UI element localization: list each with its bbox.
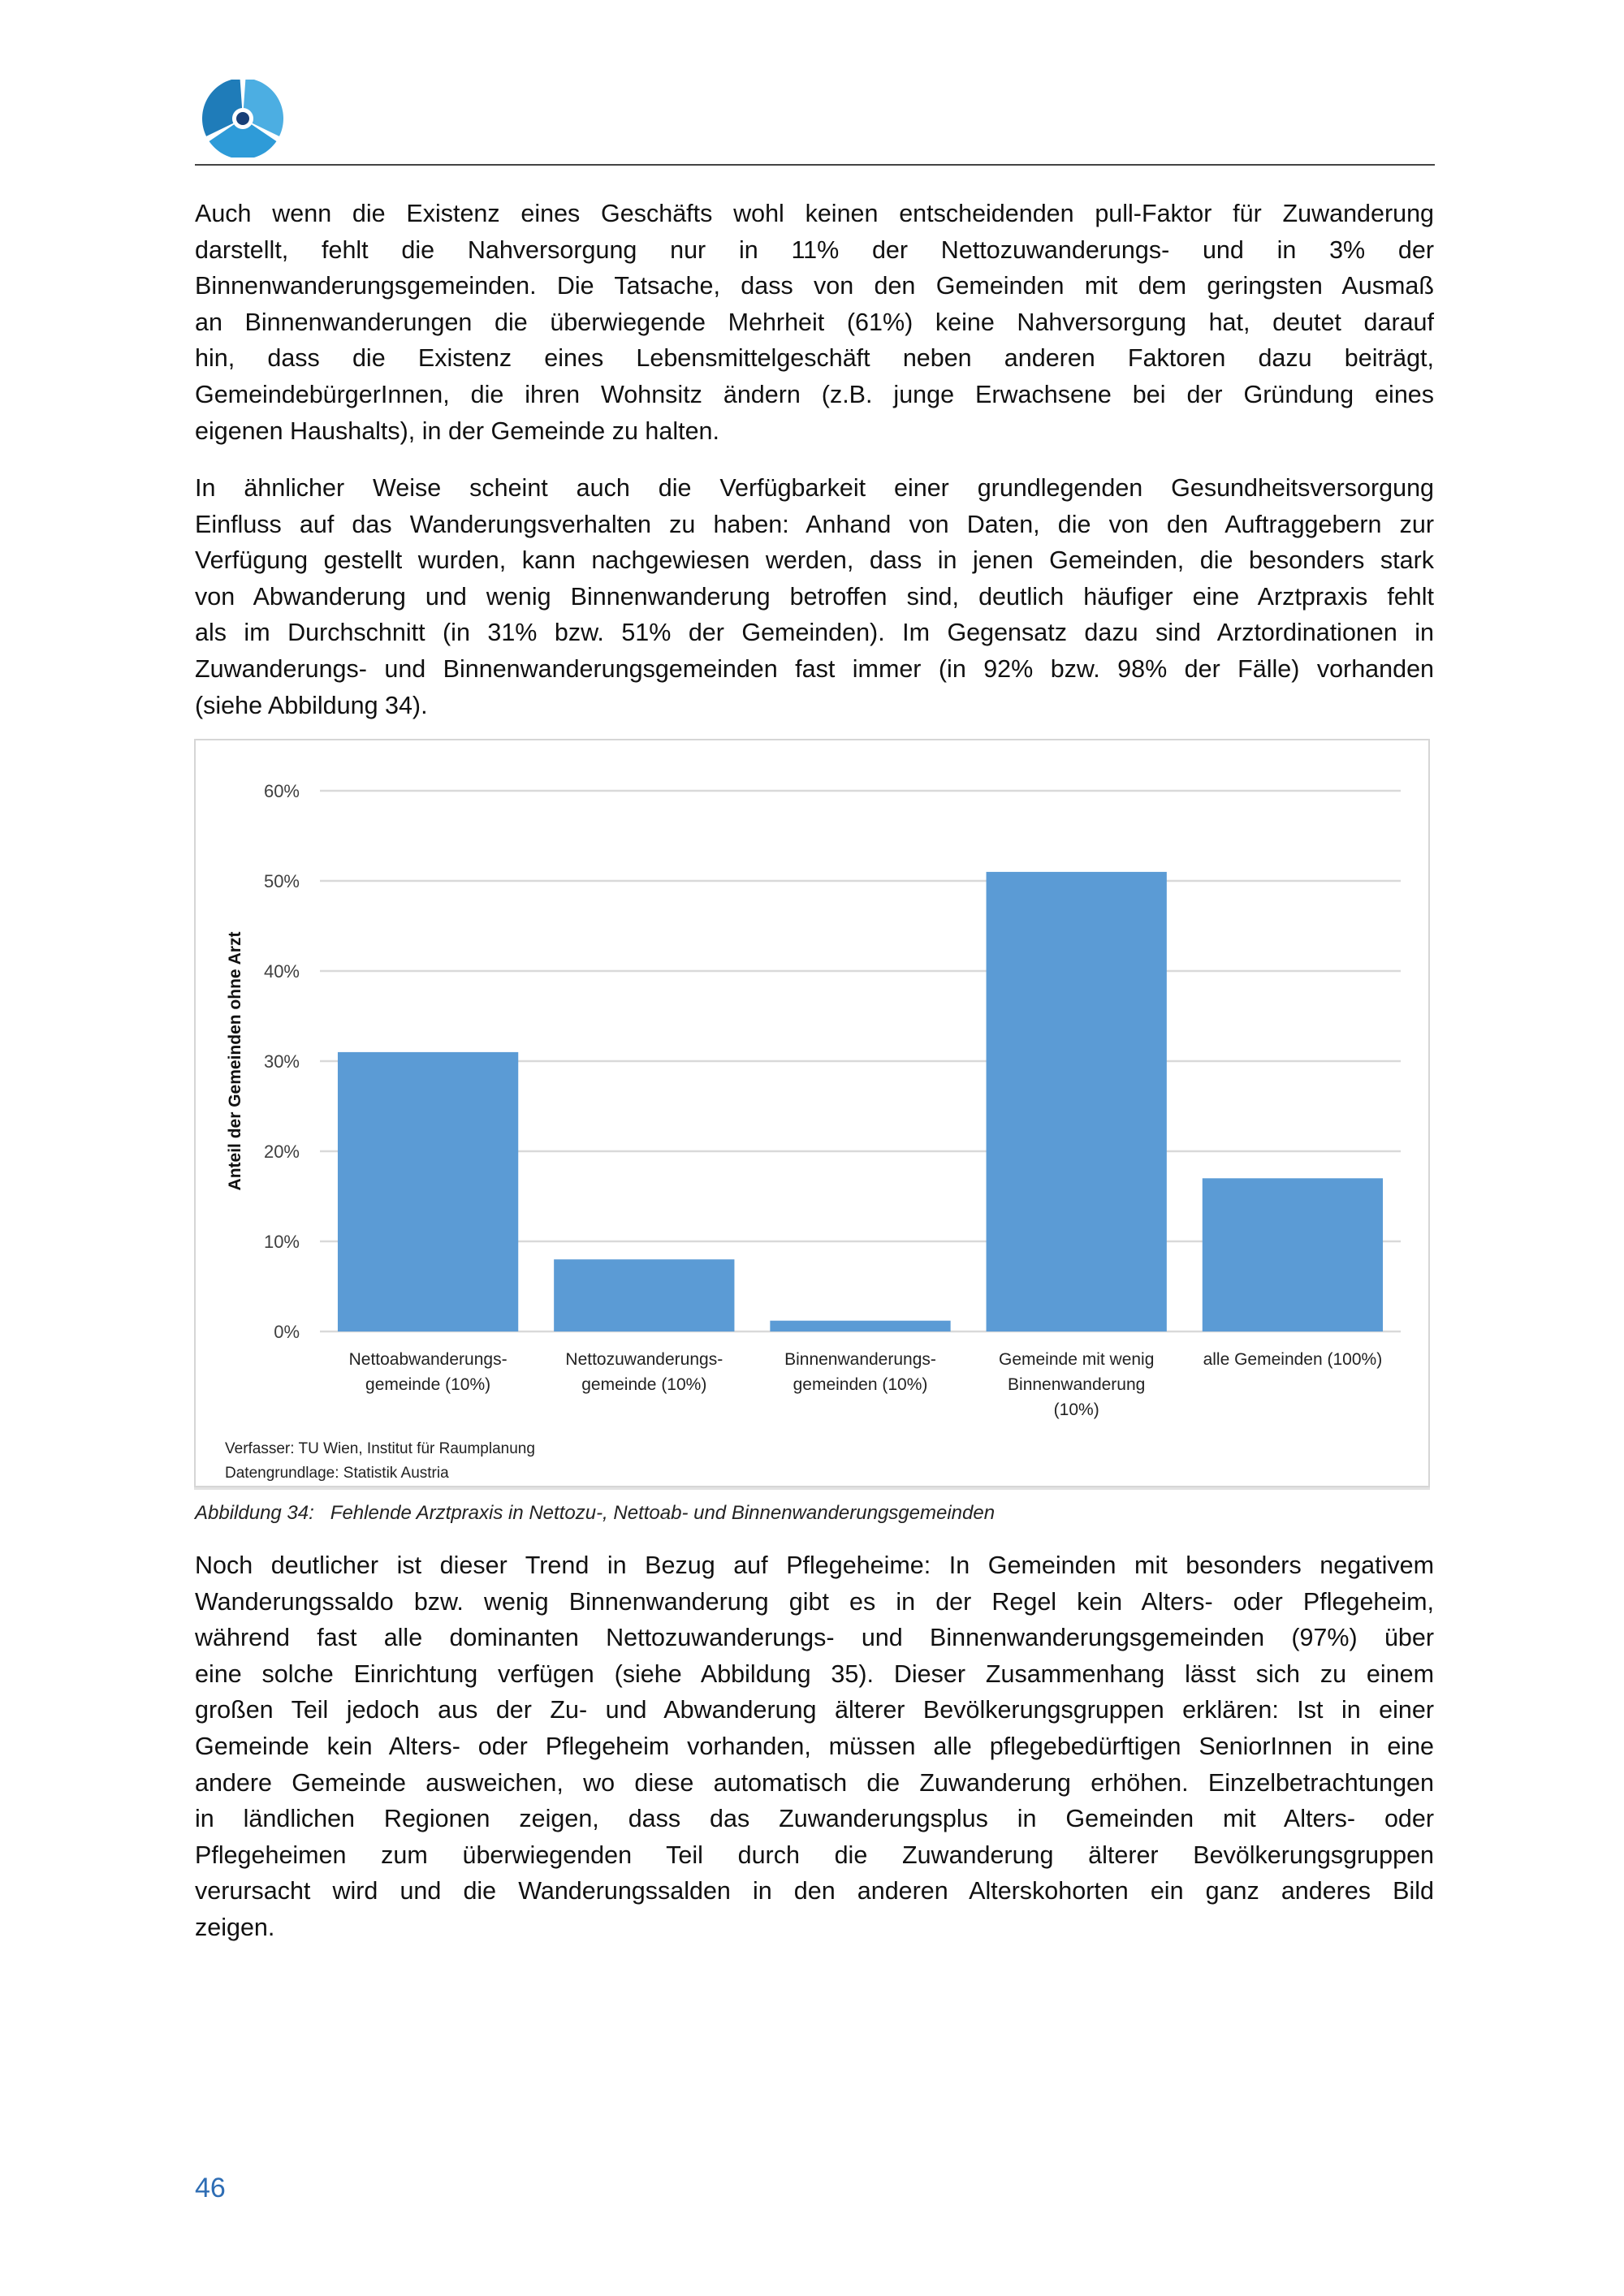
x-category-label: alle Gemeinden (100%): [1203, 1350, 1383, 1369]
paragraph-line: an Binnenwanderungen die überwiegende Mehrheit (61%) keine Nahversorgung hat, deutet darauf: [195, 308, 1434, 336]
x-category-label: Gemeinde mit wenig: [998, 1350, 1155, 1369]
paragraph-line: eine solche Einrichtung verfügen (siehe Abbildung 35). Dieser Zusammenhang lässt sich zu einem: [195, 1659, 1434, 1688]
paragraph-line: eigenen Haushalts), in der Gemeinde zu halten.: [195, 416, 719, 445]
bar: [338, 1052, 518, 1331]
x-category-label: gemeinde (10%): [365, 1375, 491, 1394]
bar: [554, 1259, 734, 1331]
x-category-label: Binnenwanderung: [1008, 1375, 1146, 1394]
x-category-label: gemeinden (10%): [793, 1375, 928, 1394]
paragraph-line: Einfluss auf das Wanderungsverhalten zu haben: Anhand von Daten, die von den Auftraggebern zur: [195, 510, 1434, 538]
x-category-label: gemeinde (10%): [581, 1375, 707, 1394]
paragraph-line: von Abwanderung und wenig Binnenwanderung betroffen sind, deutlich häufiger eine Arztpraxis fehlt: [195, 582, 1434, 611]
header-divider: [195, 164, 1435, 166]
paragraph-line: in ländlichen Regionen zeigen, dass das Zuwanderungsplus in Gemeinden mit Alters- oder: [195, 1805, 1434, 1833]
paragraph-line: Wanderungssaldo bzw. wenig Binnenwanderung gibt es in der Regel kein Alters- oder Pflegeheim,: [195, 1587, 1434, 1616]
paragraph-line: Auch wenn die Existenz eines Geschäfts wohl keinen entscheidenden pull-Faktor für Zuwanderung: [195, 200, 1434, 227]
y-tick-label: 10%: [263, 1232, 300, 1252]
chart-source-note: Verfasser: TU Wien, Institut für Raumplanung: [225, 1440, 535, 1457]
logo-icon: [198, 80, 287, 158]
paragraph-line: hin, dass die Existenz eines Lebensmittelgeschäft neben anderen Faktoren dazu beiträgt,: [195, 344, 1434, 373]
y-tick-label: 20%: [263, 1142, 300, 1162]
paragraph-line: GemeindebürgerInnen, die ihren Wohnsitz ändern (z.B. junge Erwachsene bei der Gründung eines: [195, 380, 1434, 408]
y-tick-label: 60%: [263, 781, 300, 801]
paragraph-3: [195, 1547, 1434, 1946]
paragraph-line: während fast alle dominanten Nettozuwanderungs- und Binnenwanderungsgemeinden (97%) über: [195, 1624, 1434, 1652]
y-tick-label: 30%: [263, 1051, 300, 1072]
paragraph-line: zeigen.: [195, 1913, 275, 1941]
y-tick-label: 40%: [263, 961, 300, 982]
paragraph-2: [195, 470, 1434, 723]
y-axis-title: Anteil der Gemeinden ohne Arzt: [226, 931, 244, 1191]
bar: [987, 872, 1167, 1331]
paragraph-line: Binnenwanderungsgemeinden. Die Tatsache, dass von den Gemeinden mit dem geringsten Ausmaß: [195, 272, 1434, 300]
paragraph-line: Verfügung gestellt wurden, kann nachgewiesen werden, dass in jenen Gemeinden, die besonders stark: [195, 546, 1434, 575]
figure-caption: Abbildung 34: Fehlende Arztpraxis in Nettozu-, Nettoab- und Binnenwanderungsgemeinden: [195, 1502, 996, 1524]
bar-chart: [196, 740, 1432, 1489]
bar: [770, 1321, 950, 1331]
chart-source-note: Datengrundlage: Statistik Austria: [225, 1465, 449, 1482]
paragraph-line: großen Teil jedoch aus der Zu- und Abwanderung älterer Bevölkerungsgruppen erklären: Ist in einer: [195, 1696, 1434, 1724]
paragraph-line: darstellt, fehlt die Nahversorgung nur in 11% der Nettozuwanderungs- und in 3% der: [195, 235, 1434, 264]
paragraph-line: als im Durchschnitt (in 31% bzw. 51% der Gemeinden). Im Gegensatz dazu sind Arztordinationen in: [195, 619, 1434, 647]
paragraph-line: Zuwanderungs- und Binnenwanderungsgemeinden fast immer (in 92% bzw. 98% der Fälle) vorhanden: [195, 654, 1434, 683]
paragraph-line: verursacht wird und die Wanderungssalden in den anderen Alterskohorten ein ganz anderes Bild: [195, 1877, 1434, 1905]
paragraph-line: Noch deutlicher ist dieser Trend in Bezug auf Pflegeheime: In Gemeinden mit besonders negativem: [195, 1552, 1434, 1579]
paragraph-line: Pflegeheimen zum überwiegenden Teil durch die Zuwanderung älterer Bevölkerungsgruppen: [195, 1841, 1434, 1869]
paragraph-1: [195, 196, 1434, 449]
x-category-label: (10%): [1053, 1400, 1099, 1419]
x-category-label: Binnenwanderungs-: [784, 1350, 936, 1369]
y-tick-label: 50%: [263, 871, 300, 891]
paragraph-line: (siehe Abbildung 34).: [195, 691, 428, 719]
bar: [1203, 1178, 1383, 1331]
x-category-label: Nettozuwanderungs-: [565, 1350, 723, 1369]
paragraph-line: Gemeinde kein Alters- oder Pflegeheim vorhanden, müssen alle pflegebedürftigen SeniorInnen in eine: [195, 1732, 1434, 1760]
logo-center-dot: [236, 112, 249, 125]
x-category-label: Nettoabwanderungs-: [348, 1350, 508, 1369]
chart-figure: [194, 739, 1430, 1487]
paragraph-line: In ähnlicher Weise scheint auch die Verfügbarkeit einer grundlegenden Gesundheitsversorgung: [195, 474, 1434, 502]
paragraph-line: andere Gemeinde ausweichen, wo diese automatisch die Zuwanderung erhöhen. Einzelbetrachtungen: [195, 1768, 1434, 1797]
y-tick-label: 0%: [274, 1322, 300, 1342]
page-number: 46: [195, 2173, 226, 2203]
